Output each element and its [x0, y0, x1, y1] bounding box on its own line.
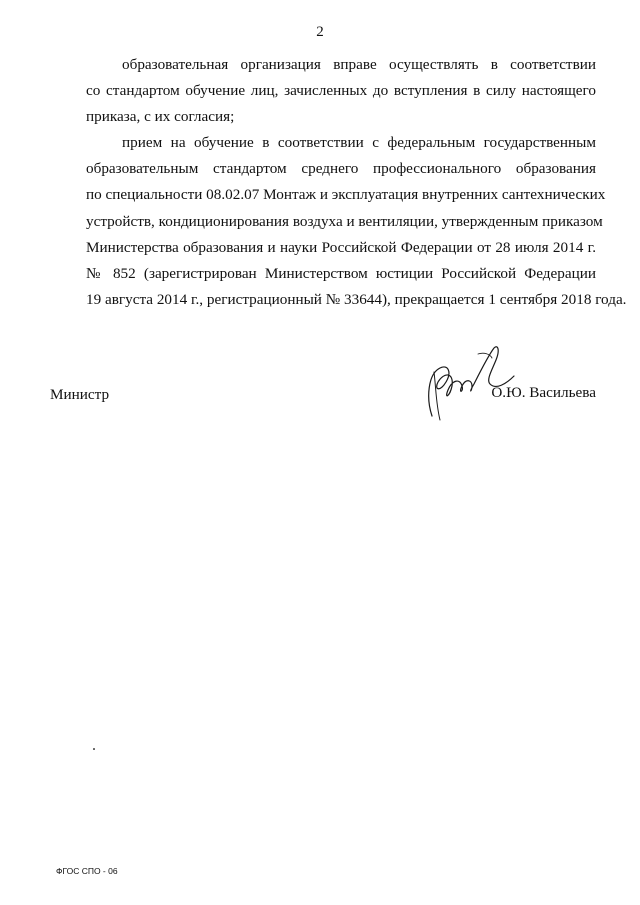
text-line: образовательная организация вправе осуществлять в соответствии: [122, 56, 596, 73]
signer-name: О.Ю. Васильева: [491, 384, 596, 401]
text-line: приказа, с их согласия;: [86, 108, 235, 126]
text-line: Министерства образования и науки Российской Федерации от 28 июля 2014 г.: [86, 238, 596, 256]
signature-block: [50, 370, 596, 430]
paragraph-continuation: [50, 52, 596, 130]
text-line: № 852 (зарегистрирован Министерством юстиции Российской Федерации: [86, 264, 596, 282]
scan-speck: [93, 748, 95, 750]
text-line: прием на обучение в соответствии с федеральным государственным: [122, 134, 596, 152]
text-line: образовательным стандартом среднего профессионального образования: [86, 160, 596, 178]
text-line: устройств, кондиционирования воздуха и вентиляции, утвержденным приказом: [86, 212, 603, 230]
text-line: 19 августа 2014 г., регистрационный № 33644), прекращается 1 сентября 2018 года.: [86, 290, 627, 308]
document-body: [50, 52, 627, 313]
footer-code: ФГОС СПО - 06: [56, 866, 118, 876]
text-line: со стандартом обучение лиц, зачисленных до вступления в силу настоящего: [86, 82, 596, 100]
paragraph-admission-termination: [50, 130, 627, 313]
signer-position: Министр: [50, 386, 110, 403]
page-number: 2: [316, 24, 324, 40]
handwritten-signature: [418, 338, 518, 424]
text-line: по специальности 08.02.07 Монтаж и эксплуатация внутренних сантехнических: [86, 186, 606, 204]
